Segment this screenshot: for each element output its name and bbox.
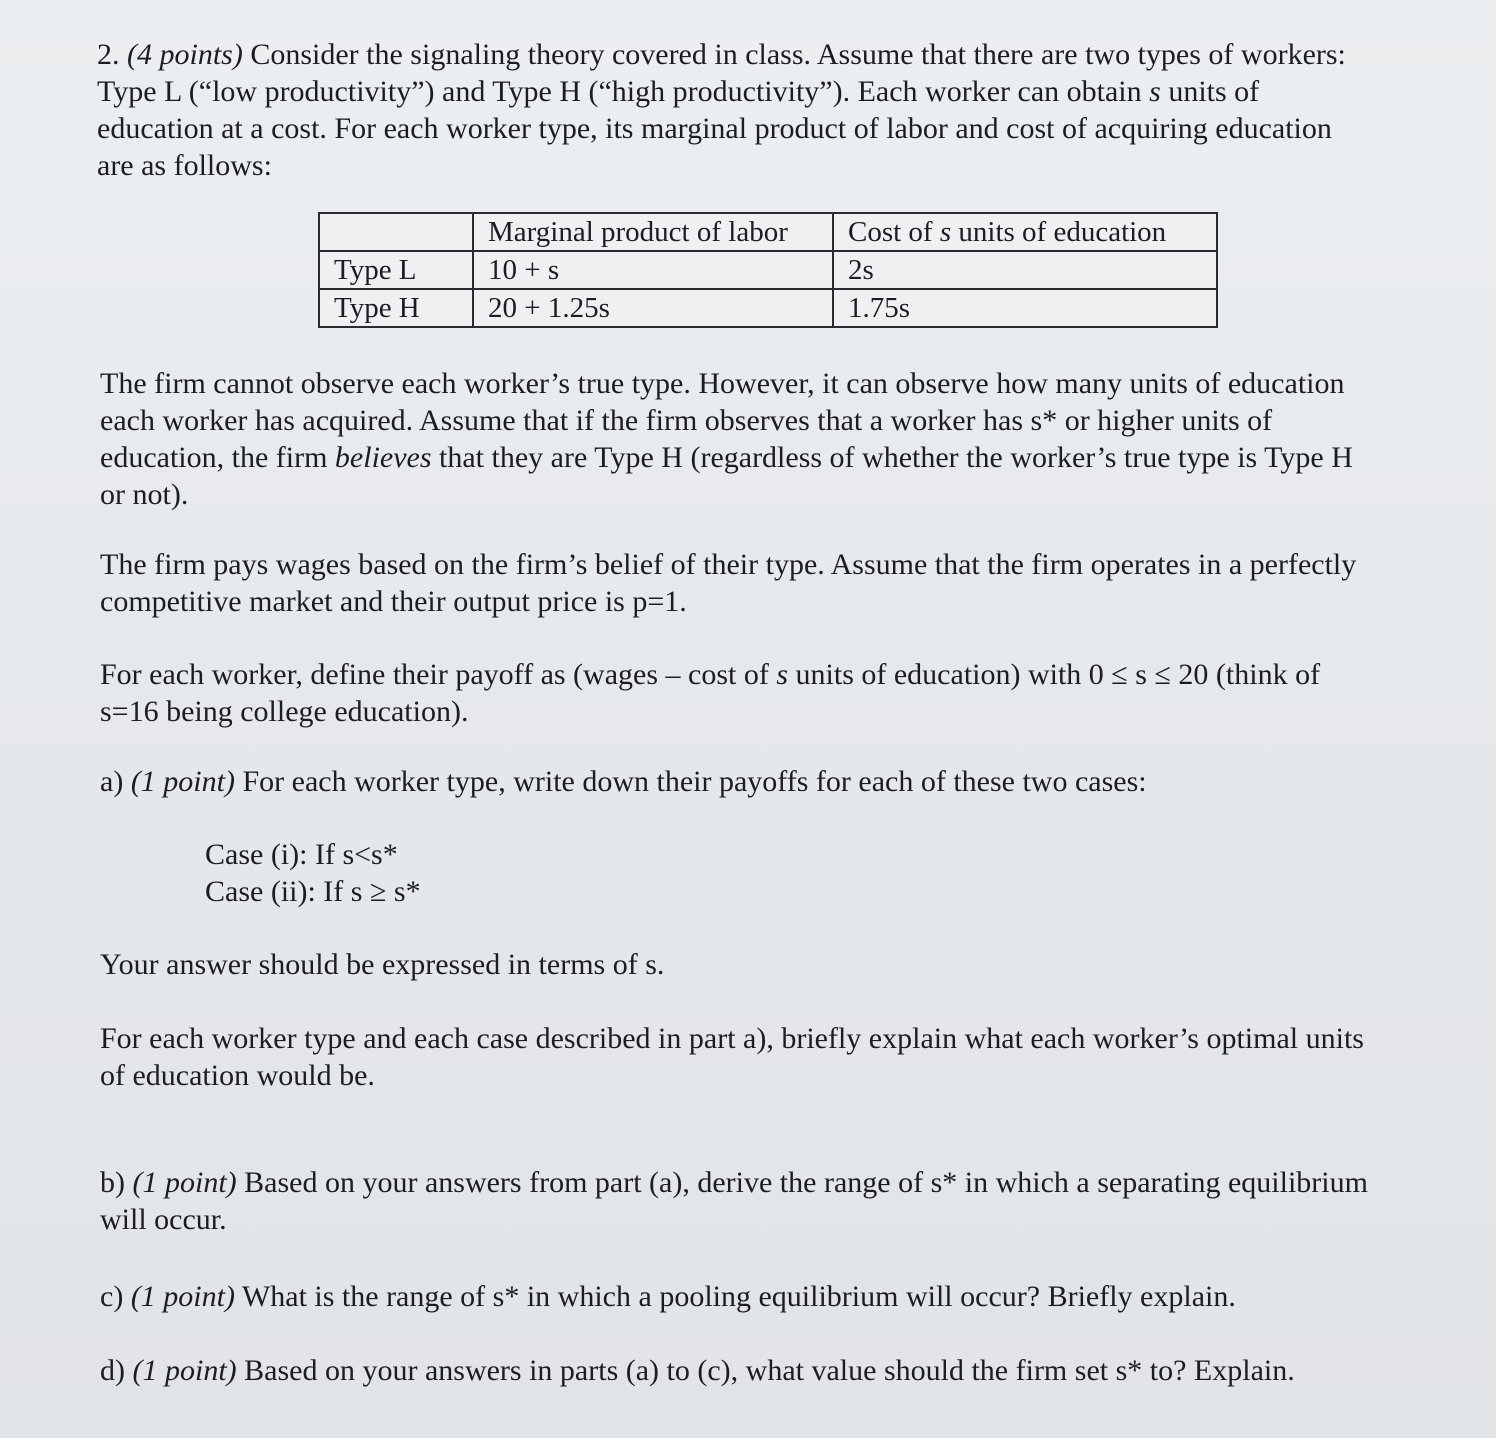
table-row [319,251,1217,289]
payoff-line-1-var: s [776,658,789,691]
express-line: Your answer should be expressed in terms of s. [100,948,665,981]
table-cell-type: Type H [319,289,473,327]
question-points: (4 points) [127,38,243,71]
table-cell-cost: 1.75s [833,289,1217,327]
table-cell-mpl: 10 + s [473,251,833,289]
part-d-points: (1 point) [132,1354,237,1387]
payoff-line-1b: units of education) with 0 ≤ s ≤ 20 (think of [795,658,1321,691]
table-header-row [319,213,1217,251]
explain-instruction [100,1020,1364,1094]
observe-paragraph [100,365,1353,513]
table-cell-cost: 2s [833,251,1217,289]
observe-line-2: each worker has acquired. Assume that if the firm observes that a worker has s* or higher units of [100,404,1273,437]
part-b-line-2: will occur. [100,1203,227,1236]
part-a-cases [205,836,421,910]
part-c-label: c) [100,1280,124,1313]
question-intro [97,36,1346,184]
table-header-cost [833,213,1217,251]
table-header-cell-empty [319,213,473,251]
intro-line-2a: Type L (“low productivity”) and Type H (“high productivity”). Each worker can obtain [97,75,1142,108]
explain-line-1: For each worker type and each case described in part a), briefly explain what each worker’s optimal units [100,1022,1364,1055]
wages-line-1: The firm pays wages based on the firm’s belief of their type. Assume that the firm operates in a perfectly [100,548,1357,581]
part-a-label: a) [100,765,124,798]
part-b-prompt [100,1164,1368,1238]
intro-line-2-var: s [1149,75,1161,108]
part-c-prompt [100,1278,1236,1315]
explain-line-2: of education would be. [100,1059,375,1092]
observe-line-3-em: believes [334,441,432,474]
payoff-paragraph [100,656,1320,730]
case-i: Case (i): If s<s* [205,838,398,871]
table-cell-mpl: 20 + 1.25s [473,289,833,327]
productivity-cost-table [318,212,1218,328]
intro-line-2b: units of [1168,75,1260,108]
table-header-mpl: Marginal product of labor [473,213,833,251]
table-cell-type: Type L [319,251,473,289]
part-a-prompt [100,763,1147,800]
table-header-cost-var: s [939,216,952,248]
case-ii: Case (ii): If s ≥ s* [205,875,421,908]
part-a-text: For each worker type, write down their payoffs for each of these two cases: [242,765,1147,798]
question-number: 2. [97,38,120,71]
part-b-line-1: Based on your answers from part (a), derive the range of s* in which a separating equilibrium [244,1166,1368,1199]
observe-line-1: The firm cannot observe each worker’s true type. However, it can observe how many units of education [100,367,1345,400]
part-d-text: Based on your answers in parts (a) to (c), what value should the firm set s* to? Explain. [244,1354,1295,1387]
table-row [319,289,1217,327]
part-a-points: (1 point) [130,765,235,798]
observe-line-3b: that they are Type H (regardless of whether the worker’s true type is Type H [439,441,1353,474]
part-d-label: d) [100,1354,125,1387]
payoff-line-1a: For each worker, define their payoff as (wages – cost of [100,658,769,691]
part-b-label: b) [100,1166,125,1199]
express-instruction [100,946,664,983]
part-b-points: (1 point) [132,1166,237,1199]
intro-line-4: are as follows: [97,149,272,182]
wages-paragraph [100,546,1356,620]
part-c-text: What is the range of s* in which a pooling equilibrium will occur? Briefly explain. [241,1280,1236,1313]
observe-line-4: or not). [100,478,189,511]
table-header-cost-pre: Cost of [848,216,933,248]
intro-line-1: Consider the signaling theory covered in class. Assume that there are two types of workers: [250,38,1346,71]
intro-line-3: education at a cost. For each worker type, its marginal product of labor and cost of acquiring education [97,112,1332,145]
wages-line-2: competitive market and their output price is p=1. [100,585,687,618]
payoff-line-2: s=16 being college education). [100,695,469,728]
observe-line-3a: education, the firm [100,441,328,474]
part-c-points: (1 point) [130,1280,235,1313]
table-header-cost-post: units of education [958,216,1167,248]
part-d-prompt [100,1352,1295,1389]
